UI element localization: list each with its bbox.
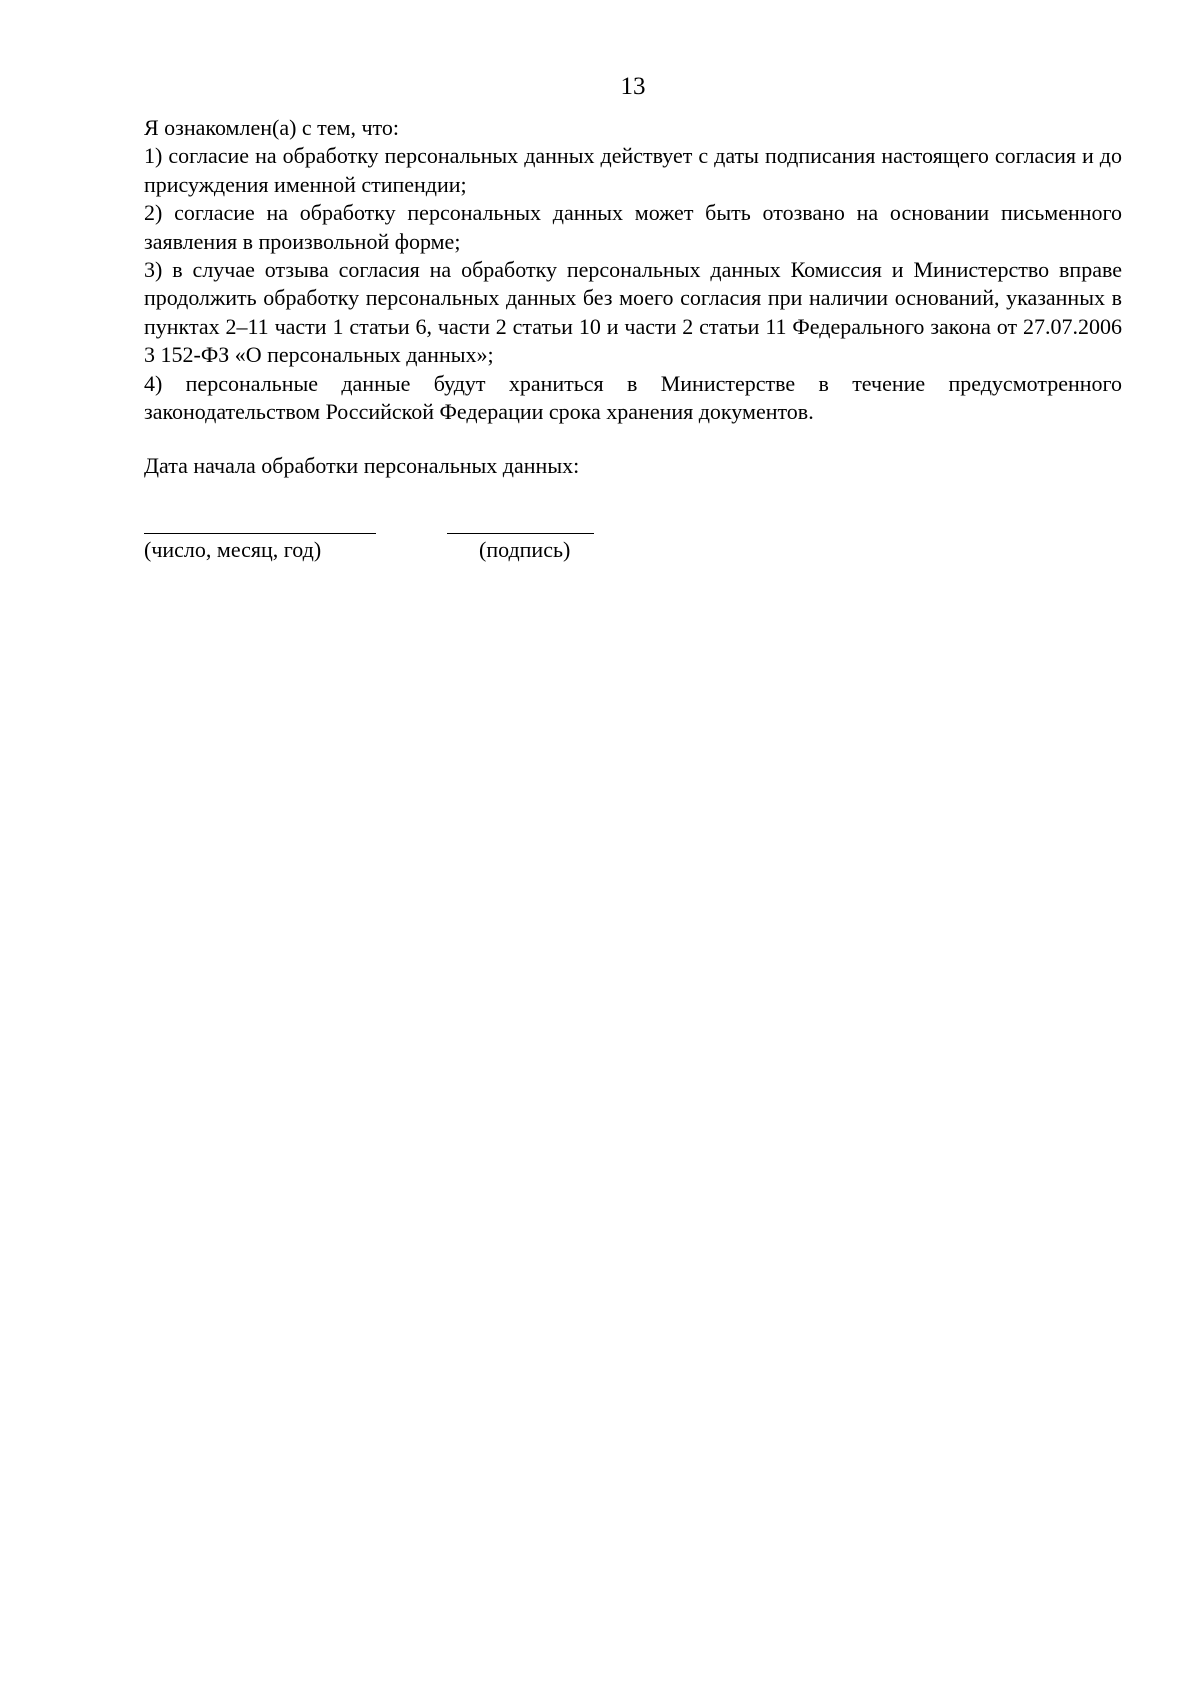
processing-start-date-label: Дата начала обработки персональных данных: [144, 453, 580, 478]
consent-item-4: 4) персональные данные будут храниться в Министерстве в течение предусмотренного законодательством Российской Федерации срока хранения документов. [144, 370, 1122, 425]
page-number: 13 [620, 73, 646, 100]
signature-fill-line [447, 533, 594, 534]
consent-item-2: 2) согласие на обработку персональных данных может быть отозвано на основании письменного заявления в произвольной форме; [144, 200, 1122, 254]
intro-line: Я ознакомлен(а) с тем, что: [144, 115, 399, 140]
signature-caption: (подпись) [479, 537, 571, 562]
date-caption: (число, месяц, год) [144, 537, 322, 562]
consent-item-3: 3) в случае отзыва согласия на обработку персональных данных Комиссия и Министерство вправе продолжить обработку персональных данных без моего согласия при наличии оснований, указанных в пунктах 2–11 части 1 статьи 6, части 2 статьи 10 и части 2 статьи 11 Федерального закона от 27.07.2006 3 152-ФЗ «О персональных данных»; [144, 257, 1122, 368]
consent-text [144, 114, 1122, 426]
consent-item-1: 1) согласие на обработку персональных данных действует с даты подписания настоящего согласия и до присуждения именной стипендии; [144, 143, 1122, 197]
date-fill-line [144, 533, 376, 534]
